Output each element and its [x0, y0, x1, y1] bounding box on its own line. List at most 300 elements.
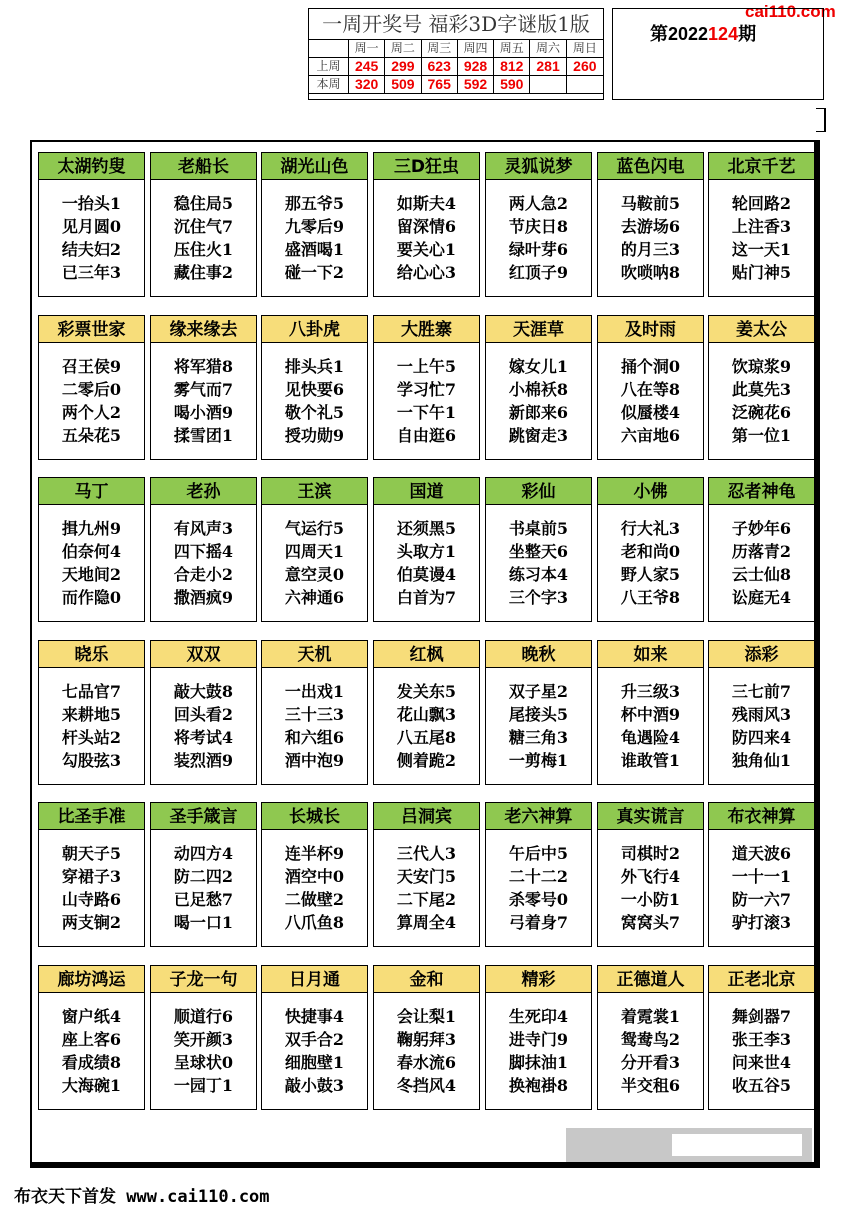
riddle-card — [597, 477, 704, 622]
riddle-line: 第一位1 — [731, 426, 792, 445]
riddle-line: 四周天1 — [284, 542, 345, 561]
riddle-line: 防四来4 — [731, 728, 792, 747]
riddle-line: 那五爷5 — [284, 194, 345, 213]
riddle-line: 顺道行6 — [173, 1007, 234, 1026]
riddle-author: 圣手箴言 — [150, 802, 257, 830]
riddle-line: 三七前7 — [731, 682, 792, 701]
riddle-line: 云士仙8 — [731, 565, 792, 584]
riddle-author: 缘来缘去 — [150, 315, 257, 343]
riddle-author: 双双 — [150, 640, 257, 668]
riddle-body — [261, 343, 368, 460]
riddle-body — [597, 180, 704, 297]
riddle-author: 正德道人 — [597, 965, 704, 993]
riddle-line: 来耕地5 — [61, 705, 122, 724]
riddle-line: 历落青2 — [731, 542, 792, 561]
riddle-line: 防一六7 — [731, 890, 792, 909]
riddle-card — [708, 640, 815, 785]
riddle-line: 杆头站2 — [61, 728, 122, 747]
riddle-line: 要关心1 — [396, 240, 457, 259]
riddle-body — [38, 505, 145, 622]
riddle-line: 酒中泡9 — [284, 751, 345, 770]
riddle-body — [150, 180, 257, 297]
riddle-line: 六神通6 — [284, 588, 345, 607]
riddle-body — [485, 668, 592, 785]
riddle-body — [373, 343, 480, 460]
riddle-card — [485, 152, 592, 297]
riddle-line: 算周全4 — [396, 913, 457, 932]
riddle-body — [485, 993, 592, 1110]
riddle-line: 跳窗走3 — [508, 426, 569, 445]
riddle-line: 合走小2 — [173, 565, 234, 584]
riddle-line: 一园丁1 — [173, 1076, 234, 1095]
day-header: 周六 — [530, 40, 566, 58]
riddle-line: 八爪鱼8 — [284, 913, 345, 932]
riddle-card — [597, 152, 704, 297]
riddle-line: 自由逛6 — [396, 426, 457, 445]
riddle-body — [485, 830, 592, 947]
riddle-card — [597, 640, 704, 785]
day-header: 周三 — [422, 40, 458, 58]
riddle-author: 蓝色闪电 — [597, 152, 704, 180]
riddle-line: 八五尾8 — [396, 728, 457, 747]
riddle-body — [373, 505, 480, 622]
riddle-line: 三十三3 — [284, 705, 345, 724]
riddle-line: 春水流6 — [396, 1053, 457, 1072]
riddle-line: 三代人3 — [396, 844, 457, 863]
riddle-line: 张王李3 — [731, 1030, 792, 1049]
this-week-number: 590 — [494, 76, 530, 94]
riddle-line: 上注香3 — [731, 217, 792, 236]
riddle-card — [38, 152, 145, 297]
riddle-card — [38, 477, 145, 622]
riddle-card — [261, 965, 368, 1110]
riddle-card — [38, 802, 145, 947]
riddle-line: 三个字3 — [508, 588, 569, 607]
riddle-line: 已足愁7 — [173, 890, 234, 909]
riddle-body — [261, 505, 368, 622]
riddle-body — [261, 180, 368, 297]
riddle-line: 残雨风3 — [731, 705, 792, 724]
riddle-line: 升三级3 — [620, 682, 681, 701]
riddle-body — [597, 993, 704, 1110]
riddle-line: 两个人2 — [61, 403, 122, 422]
riddle-body — [597, 505, 704, 622]
riddle-line: 驴打滚3 — [731, 913, 792, 932]
riddle-line: 野人家5 — [620, 565, 681, 584]
riddle-line: 发关东5 — [396, 682, 457, 701]
riddle-line: 此莫先3 — [731, 380, 792, 399]
riddle-author: 晚秋 — [485, 640, 592, 668]
riddle-body — [38, 830, 145, 947]
riddle-line: 收五谷5 — [731, 1076, 792, 1095]
riddle-line: 的月三3 — [620, 240, 681, 259]
riddle-author: 天涯草 — [485, 315, 592, 343]
riddle-line: 糖三角3 — [508, 728, 569, 747]
riddle-line: 一剪梅1 — [508, 751, 569, 770]
riddle-line: 伯莫谩4 — [396, 565, 457, 584]
riddle-line: 尾接头5 — [508, 705, 569, 724]
riddle-card — [38, 640, 145, 785]
riddle-line: 行大礼3 — [620, 519, 681, 538]
riddle-line: 杯中酒9 — [620, 705, 681, 724]
riddle-line: 结夫妇2 — [61, 240, 122, 259]
riddle-body — [485, 343, 592, 460]
riddle-line: 快捷事4 — [284, 1007, 345, 1026]
riddle-card — [261, 802, 368, 947]
riddle-line: 学习忙7 — [396, 380, 457, 399]
riddle-card — [373, 477, 480, 622]
riddle-body — [708, 343, 815, 460]
riddle-author: 灵狐说梦 — [485, 152, 592, 180]
riddle-line: 独角仙1 — [731, 751, 792, 770]
riddle-line: 饮琼浆9 — [731, 357, 792, 376]
riddle-author: 如来 — [597, 640, 704, 668]
riddle-card — [485, 477, 592, 622]
riddle-line: 天地间2 — [61, 565, 122, 584]
riddle-line: 马鞍前5 — [620, 194, 681, 213]
issue-number-value: 124 — [708, 24, 739, 44]
riddle-line: 脚抹油1 — [508, 1053, 569, 1072]
riddle-card — [373, 315, 480, 460]
riddle-author: 廊坊鸿运 — [38, 965, 145, 993]
riddle-card — [38, 965, 145, 1110]
riddle-line: 司棋时2 — [620, 844, 681, 863]
riddle-line: 绿叶芽6 — [508, 240, 569, 259]
riddle-line: 细胞壁1 — [284, 1053, 345, 1072]
riddle-card — [38, 315, 145, 460]
riddle-body — [261, 668, 368, 785]
riddle-line: 舞剑器7 — [731, 1007, 792, 1026]
riddle-line: 五朵花5 — [61, 426, 122, 445]
riddle-author: 添彩 — [708, 640, 815, 668]
riddle-line: 节庆日8 — [508, 217, 569, 236]
riddle-line: 换袍褂8 — [508, 1076, 569, 1095]
day-header: 周日 — [567, 40, 603, 58]
riddle-card — [261, 152, 368, 297]
riddle-line: 生死印4 — [508, 1007, 569, 1026]
riddle-body — [150, 668, 257, 785]
riddle-body — [708, 993, 815, 1110]
riddle-line: 着霓裳1 — [620, 1007, 681, 1026]
riddle-card — [373, 965, 480, 1110]
riddle-author: 日月通 — [261, 965, 368, 993]
riddle-body — [485, 180, 592, 297]
riddle-line: 有风声3 — [173, 519, 234, 538]
riddle-line: 将军猎8 — [173, 357, 234, 376]
riddle-author: 老六神算 — [485, 802, 592, 830]
riddle-line: 天安门5 — [396, 867, 457, 886]
riddle-author: 忍者神龟 — [708, 477, 815, 505]
riddle-line: 谁敢管1 — [620, 751, 681, 770]
riddle-line: 分开看3 — [620, 1053, 681, 1072]
riddle-body — [150, 830, 257, 947]
riddle-author: 比圣手准 — [38, 802, 145, 830]
riddle-body — [261, 830, 368, 947]
riddle-line: 意空灵0 — [284, 565, 345, 584]
riddle-card — [597, 315, 704, 460]
day-header: 周一 — [349, 40, 385, 58]
riddle-body — [708, 180, 815, 297]
riddle-line: 八在等8 — [620, 380, 681, 399]
riddle-body — [708, 830, 815, 947]
this-week-number: 320 — [349, 76, 385, 94]
riddle-line: 二零后0 — [61, 380, 122, 399]
riddle-line: 嫁女儿1 — [508, 357, 569, 376]
riddle-body — [150, 343, 257, 460]
riddle-card — [373, 640, 480, 785]
riddle-card — [150, 640, 257, 785]
riddle-line: 窗户纸4 — [61, 1007, 122, 1026]
this-week-number — [530, 76, 566, 94]
last-week-number: 623 — [422, 58, 458, 76]
riddle-line: 半交租6 — [620, 1076, 681, 1095]
riddle-card — [708, 965, 815, 1110]
riddle-line: 山寺路6 — [61, 890, 122, 909]
riddle-line: 七品官7 — [61, 682, 122, 701]
riddle-author: 及时雨 — [597, 315, 704, 343]
riddle-card — [373, 152, 480, 297]
riddle-line: 一小防1 — [620, 890, 681, 909]
last-week-number: 281 — [530, 58, 566, 76]
weekly-draw-grid — [309, 40, 603, 94]
footer-white-box — [672, 1134, 802, 1156]
riddle-body — [708, 668, 815, 785]
day-header: 周二 — [385, 40, 421, 58]
riddle-card — [485, 315, 592, 460]
riddle-line: 给心心3 — [396, 263, 457, 282]
riddle-line: 鞠躬拜3 — [396, 1030, 457, 1049]
riddle-line: 冬挡风4 — [396, 1076, 457, 1095]
this-week-number: 509 — [385, 76, 421, 94]
riddle-line: 侧着跪2 — [396, 751, 457, 770]
issue-suffix: 期 — [738, 24, 757, 44]
riddle-line: 贴门神5 — [731, 263, 792, 282]
last-week-label: 上周 — [309, 58, 349, 76]
riddle-line: 午后中5 — [508, 844, 569, 863]
riddle-card — [261, 315, 368, 460]
last-week-number: 260 — [567, 58, 603, 76]
riddle-line: 喝一口1 — [173, 913, 234, 932]
riddle-line: 捅个洞0 — [620, 357, 681, 376]
riddle-card — [597, 965, 704, 1110]
riddle-line: 一出戏1 — [284, 682, 345, 701]
riddle-author: 三D狂虫 — [373, 152, 480, 180]
riddle-line: 书桌前5 — [508, 519, 569, 538]
riddle-line: 八王爷8 — [620, 588, 681, 607]
riddle-line: 龟遇险4 — [620, 728, 681, 747]
riddle-card — [150, 152, 257, 297]
riddle-line: 小棉袄8 — [508, 380, 569, 399]
riddle-line: 窝窝头7 — [620, 913, 681, 932]
riddle-line: 和六组6 — [284, 728, 345, 747]
riddle-author: 北京千艺 — [708, 152, 815, 180]
riddle-author: 湖光山色 — [261, 152, 368, 180]
riddle-author: 彩仙 — [485, 477, 592, 505]
riddle-line: 四下摇4 — [173, 542, 234, 561]
riddle-line: 坐整天6 — [508, 542, 569, 561]
last-week-number: 928 — [458, 58, 494, 76]
riddle-card — [485, 640, 592, 785]
riddle-line: 伯奈何4 — [61, 542, 122, 561]
riddle-line: 白首为7 — [396, 588, 457, 607]
last-week-number: 245 — [349, 58, 385, 76]
riddle-line: 老和尚0 — [620, 542, 681, 561]
riddle-line: 进寺门9 — [508, 1030, 569, 1049]
riddle-card — [261, 640, 368, 785]
riddle-line: 防二四2 — [173, 867, 234, 886]
riddle-author: 子龙一句 — [150, 965, 257, 993]
riddle-line: 稳住局5 — [173, 194, 234, 213]
riddle-line: 朝天子5 — [61, 844, 122, 863]
riddle-author: 晓乐 — [38, 640, 145, 668]
riddle-body — [373, 180, 480, 297]
riddle-author: 布衣神算 — [708, 802, 815, 830]
riddle-card — [485, 802, 592, 947]
riddle-body — [261, 993, 368, 1110]
riddle-line: 外飞行4 — [620, 867, 681, 886]
riddle-line: 轮回路2 — [731, 194, 792, 213]
riddle-line: 召王侯9 — [61, 357, 122, 376]
riddle-line: 花山飘3 — [396, 705, 457, 724]
riddle-line: 动四方4 — [173, 844, 234, 863]
riddle-line: 鸳鸯鸟2 — [620, 1030, 681, 1049]
riddle-line: 六亩地6 — [620, 426, 681, 445]
riddle-body — [373, 830, 480, 947]
riddle-line: 碰一下2 — [284, 263, 345, 282]
issue-prefix: 第2022 — [650, 24, 709, 44]
riddle-body — [38, 668, 145, 785]
riddle-line: 二下尾2 — [396, 890, 457, 909]
riddle-author: 精彩 — [485, 965, 592, 993]
riddle-author: 长城长 — [261, 802, 368, 830]
riddle-card — [150, 477, 257, 622]
riddle-body — [708, 505, 815, 622]
riddle-card — [708, 315, 815, 460]
day-header: 周五 — [494, 40, 530, 58]
riddle-author: 马丁 — [38, 477, 145, 505]
riddle-author: 正老北京 — [708, 965, 815, 993]
riddle-line: 大海碗1 — [61, 1076, 122, 1095]
riddle-line: 还须黑5 — [396, 519, 457, 538]
riddle-line: 敲小鼓3 — [284, 1076, 345, 1095]
last-week-number: 812 — [494, 58, 530, 76]
riddle-line: 回头看2 — [173, 705, 234, 724]
riddle-line: 揖九州9 — [61, 519, 122, 538]
riddle-author: 老孙 — [150, 477, 257, 505]
riddle-card — [261, 477, 368, 622]
riddle-line: 泛碗花6 — [731, 403, 792, 422]
riddle-body — [597, 830, 704, 947]
riddle-line: 连半杯9 — [284, 844, 345, 863]
riddle-line: 留深情6 — [396, 217, 457, 236]
riddle-line: 一上午5 — [396, 357, 457, 376]
day-header: 周四 — [458, 40, 494, 58]
riddle-body — [38, 180, 145, 297]
this-week-label: 本周 — [309, 76, 349, 94]
riddle-line: 一十一1 — [731, 867, 792, 886]
riddle-line: 见快要6 — [284, 380, 345, 399]
riddle-line: 两人急2 — [508, 194, 569, 213]
riddle-card — [485, 965, 592, 1110]
riddle-line: 撒酒疯9 — [173, 588, 234, 607]
riddle-line: 压住火1 — [173, 240, 234, 259]
riddle-line: 红顶子9 — [508, 263, 569, 282]
riddle-line: 问来世4 — [731, 1053, 792, 1072]
site-url[interactable]: cai110.com — [745, 2, 836, 21]
riddle-line: 这一天1 — [731, 240, 792, 259]
riddle-line: 双手合2 — [284, 1030, 345, 1049]
riddle-line: 穿裙子3 — [61, 867, 122, 886]
riddle-body — [373, 668, 480, 785]
riddle-line: 雾气而7 — [173, 380, 234, 399]
riddle-author: 太湖钓叟 — [38, 152, 145, 180]
riddle-line: 座上客6 — [61, 1030, 122, 1049]
riddle-line: 喝小酒9 — [173, 403, 234, 422]
riddle-card — [150, 802, 257, 947]
riddle-line: 笑开颜3 — [173, 1030, 234, 1049]
riddle-card — [708, 802, 815, 947]
riddle-line: 杀零号0 — [508, 890, 569, 909]
riddle-body — [150, 505, 257, 622]
riddle-author: 王滨 — [261, 477, 368, 505]
last-week-number: 299 — [385, 58, 421, 76]
riddle-line: 双子星2 — [508, 682, 569, 701]
riddle-line: 酒空中0 — [284, 867, 345, 886]
riddle-body — [150, 993, 257, 1110]
riddle-line: 已三年3 — [61, 263, 122, 282]
riddle-line: 授功勋9 — [284, 426, 345, 445]
riddle-line: 二十二2 — [508, 867, 569, 886]
riddle-line: 去游场6 — [620, 217, 681, 236]
riddle-line: 吹唢呐8 — [620, 263, 681, 282]
riddle-line: 一下午1 — [396, 403, 457, 422]
riddle-card — [373, 802, 480, 947]
riddle-line: 一抬头1 — [61, 194, 122, 213]
riddle-line: 排头兵1 — [284, 357, 345, 376]
riddle-line: 会让梨1 — [396, 1007, 457, 1026]
riddle-author: 天机 — [261, 640, 368, 668]
riddle-author: 彩票世家 — [38, 315, 145, 343]
riddle-body — [597, 668, 704, 785]
corner-cell — [309, 40, 349, 58]
riddle-author: 姜太公 — [708, 315, 815, 343]
riddle-line: 而作隐0 — [61, 588, 122, 607]
riddle-line: 练习本4 — [508, 565, 569, 584]
riddle-line: 九零后9 — [284, 217, 345, 236]
riddle-card — [597, 802, 704, 947]
riddle-card — [708, 152, 815, 297]
riddle-author: 小佛 — [597, 477, 704, 505]
riddle-body — [597, 343, 704, 460]
this-week-number — [567, 76, 603, 94]
riddle-line: 似蜃楼4 — [620, 403, 681, 422]
riddle-author: 真实谎言 — [597, 802, 704, 830]
riddle-line: 盛酒喝1 — [284, 240, 345, 259]
weekly-draw-title: 一周开奖号 福彩3D字谜版1版 — [309, 9, 603, 40]
riddle-line: 看成绩8 — [61, 1053, 122, 1072]
riddle-line: 勾股弦3 — [61, 751, 122, 770]
riddle-line: 新郎来6 — [508, 403, 569, 422]
riddle-author: 金和 — [373, 965, 480, 993]
riddle-line: 揉雪团1 — [173, 426, 234, 445]
this-week-number: 592 — [458, 76, 494, 94]
riddle-body — [38, 343, 145, 460]
riddle-card — [150, 965, 257, 1110]
riddle-line: 见月圆0 — [61, 217, 122, 236]
riddle-line: 讼庭无4 — [731, 588, 792, 607]
riddle-line: 装烈酒9 — [173, 751, 234, 770]
riddle-line: 藏住事2 — [173, 263, 234, 282]
